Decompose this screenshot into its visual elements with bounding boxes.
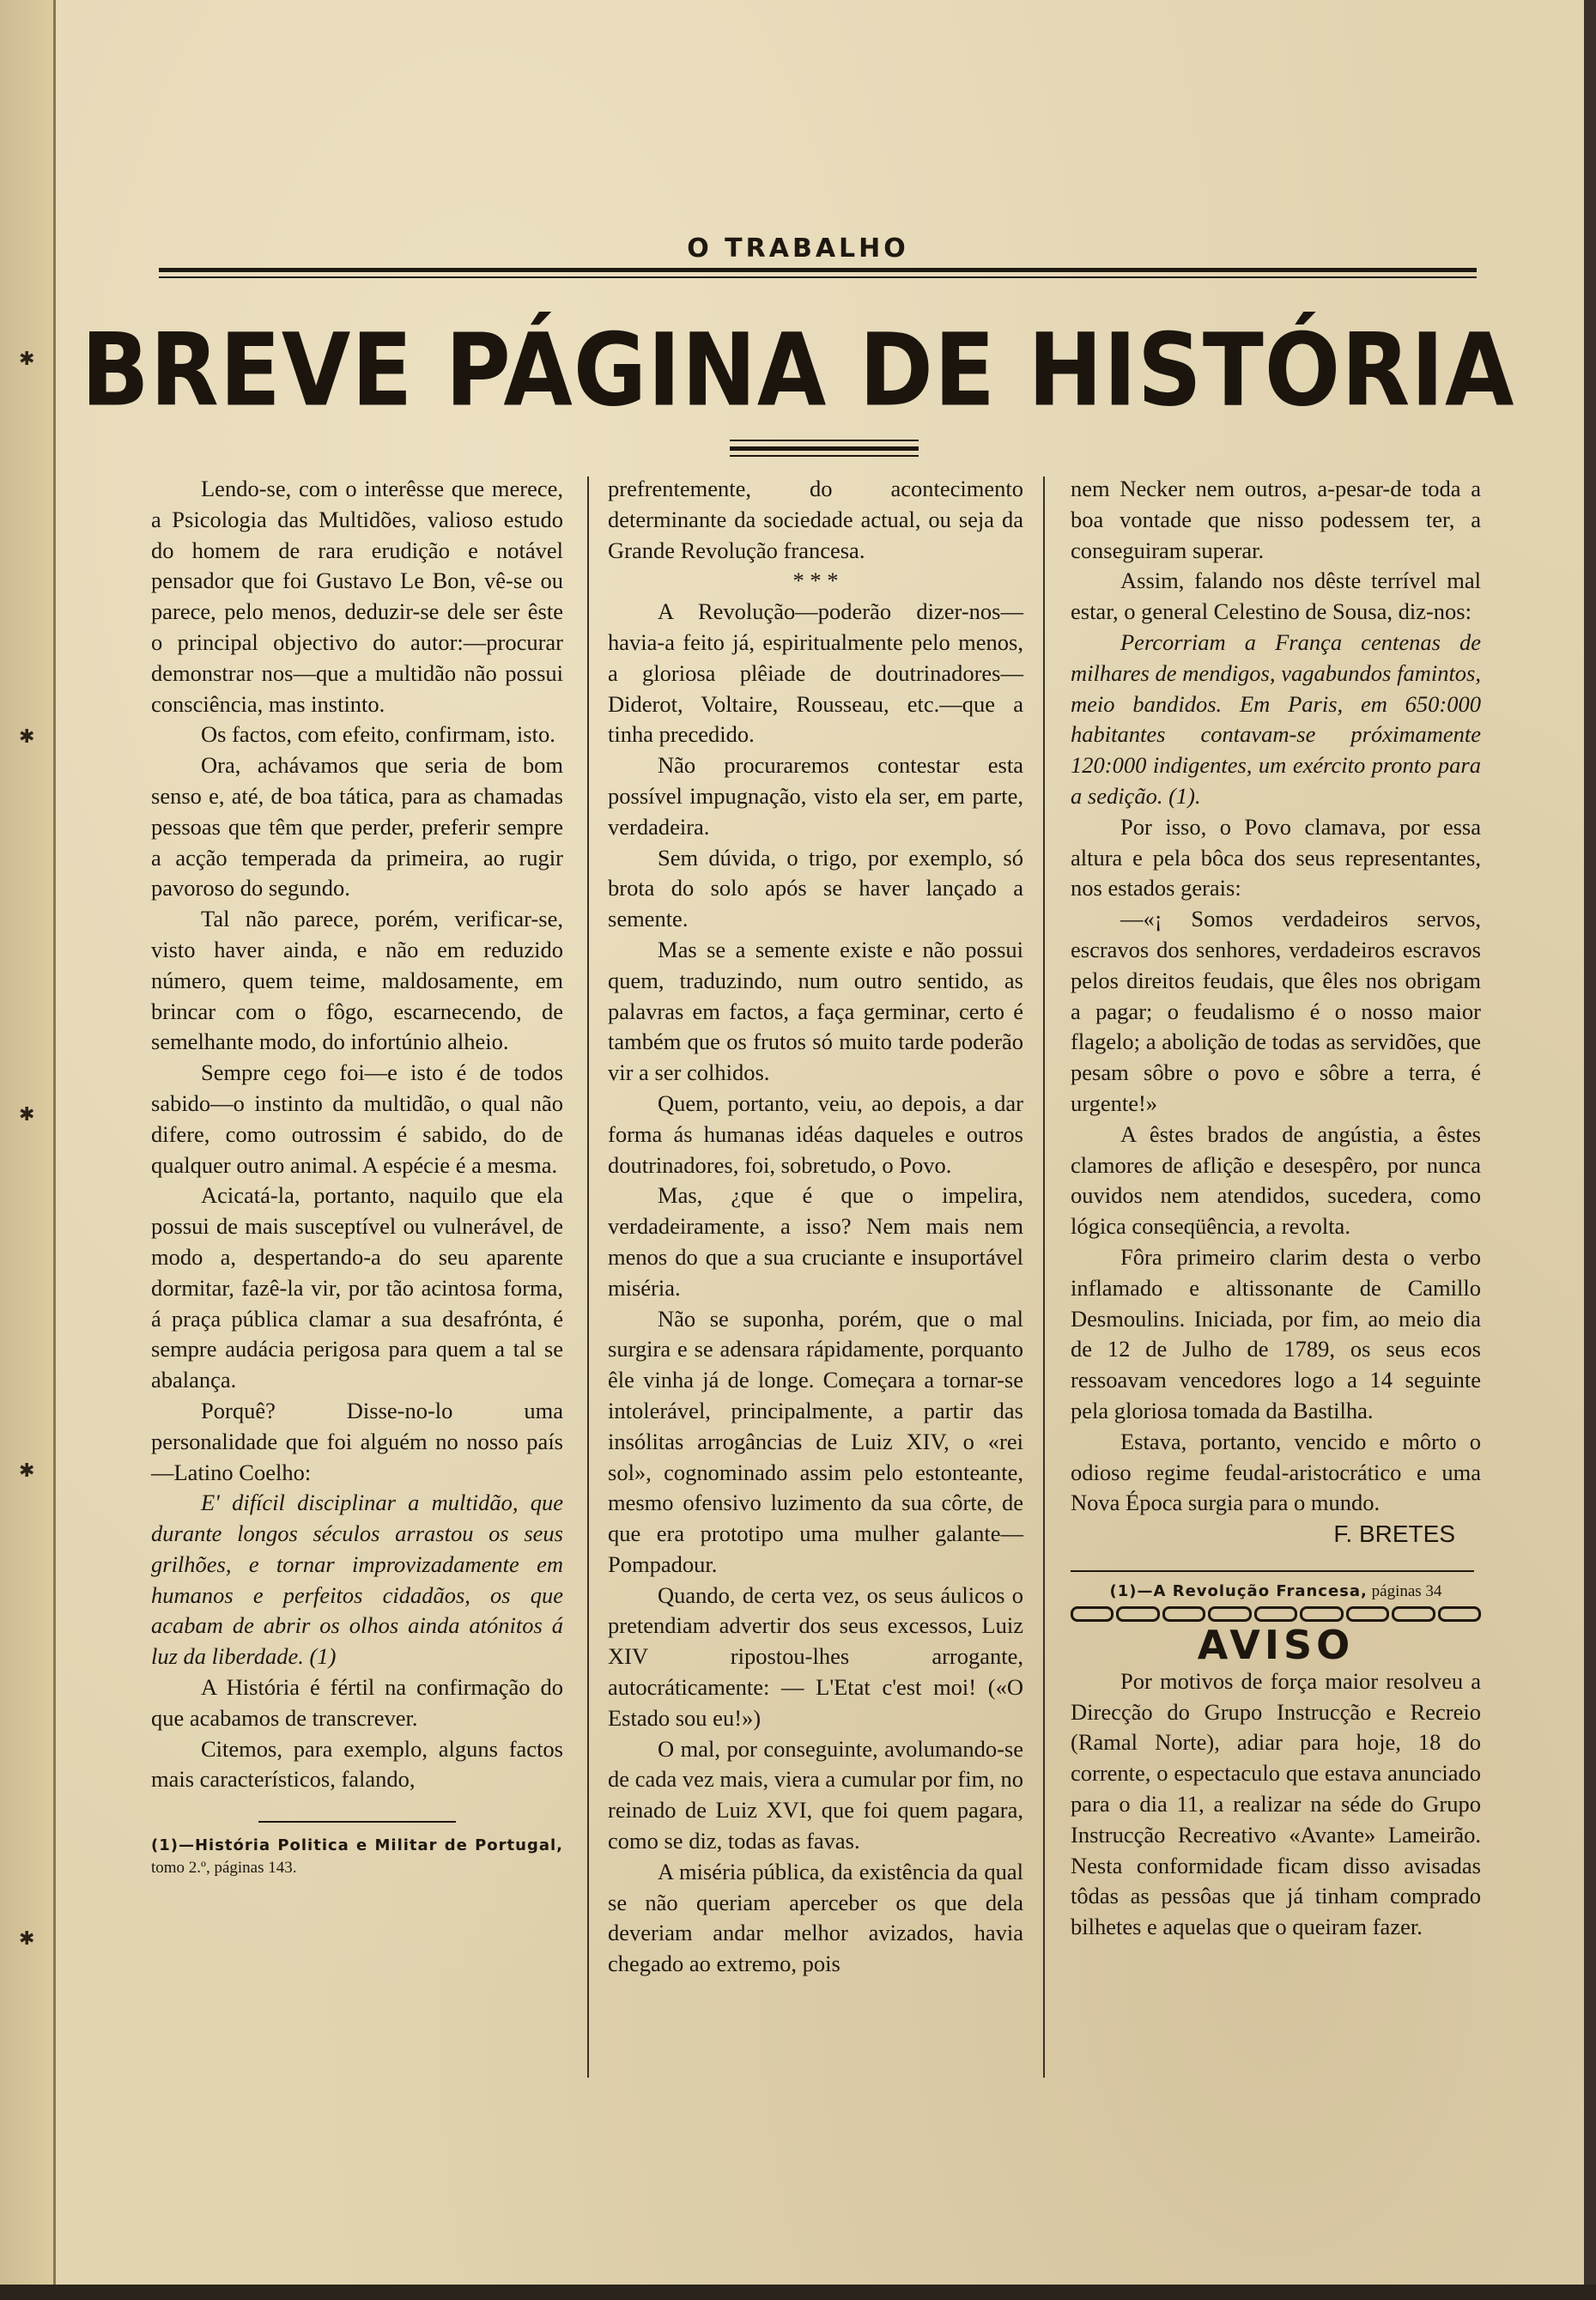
- binding-mark: ✱: [19, 725, 35, 747]
- paragraph: Sempre cego foi—e isto é de todos sabido—o instinto da multidão, o qual não difere, como outrossim é sabido, do de qualquer outro animal. A espécie é a mesma.: [151, 1059, 563, 1178]
- column-divider: [587, 476, 589, 2078]
- paragraph: Por isso, o Povo clamava, por essa altura e pela bôca dos seus representantes, nos estados gerais:: [1071, 813, 1481, 901]
- quote-paragraph: E' difícil disciplinar a multidão, que durante longos séculos arrastou os seus grilhões, e tornar improvizadamente em humanos e perfeitos cidadãos, os que acabam de abrir os olhos ainda atónitos á luz da liberdade. (1): [151, 1490, 563, 1670]
- paragraph: Mas, ¿que é que o impelira, verdadeiramente, a isso? Nem mais nem menos do que a sua cruciante e insuportável miséria.: [608, 1182, 1023, 1301]
- footnote: [151, 1835, 563, 1879]
- paragraph: A êstes brados de angústia, a êstes clamores de aflição e desespêro, por nunca ouvidos nem atendidos, sucedera, como lógica conseqüência, a revolta.: [1071, 1120, 1481, 1240]
- paragraph: Assim, falando nos dêste terrível mal estar, o general Celestino de Sousa, diz-nos:: [1071, 567, 1481, 625]
- footnote-text: páginas 34: [1371, 1581, 1442, 1600]
- paragraph: Tal não parece, porém, verificar-se, visto haver ainda, e não em reduzido número, quem teime, maldosamente, em brincar com o fôgo, escarnecendo, de semelhante modo, do infortúnio alheio.: [151, 906, 563, 1055]
- binding-mark: ✱: [19, 348, 35, 369]
- paragraph: Estava, portanto, vencido e môrto o odioso regime feudal-aristocrático e uma Nova Época surgia para o mundo.: [1071, 1428, 1481, 1516]
- newspaper-name: O TRABALHO: [687, 234, 909, 264]
- paragraph: prefrentemente, do acontecimento determinante da sociedade actual, ou seja da Grande Revolução francesa.: [608, 476, 1023, 563]
- paragraph: Não procuraremos contestar esta possível impugnação, visto ela ser, em parte, verdadeira.: [608, 752, 1023, 840]
- header-rule-thick: [159, 268, 1477, 272]
- paragraph: Quando, de certa vez, os seus áulicos o pretendiam advertir dos seus excessos, Luiz XIV ripostou-lhes arrogante, autocráticamente: — L'Etat c'est moi! («O Estado sou eu!»): [608, 1581, 1023, 1731]
- paragraph: Ora, achávamos que seria de bom senso e, até, de boa tática, para as chamadas pessoas que têm que perder, preferir sempre a acção temperada da primeira, ao rugir pavoroso do segundo.: [151, 752, 563, 901]
- footnote-rule: [258, 1821, 456, 1823]
- header-rule-thin: [159, 276, 1477, 278]
- author-signature: F. BRETES: [1333, 1520, 1455, 1548]
- paragraph: A História é fértil na confirmação do que acabamos de transcrever.: [151, 1674, 563, 1731]
- paragraph: nem Necker nem outros, a-pesar-de toda a boa vontade que nisso podessem ter, a conseguiram superar.: [1071, 476, 1481, 563]
- paragraph: O mal, por conseguinte, avolumando-se de cada vez mais, viera a cumular por fim, no reinado de Luiz XVI, que foi quem pagara, como se diz, todas as favas.: [608, 1735, 1023, 1854]
- binding-mark: ✱: [19, 1459, 35, 1481]
- paragraph: Não se suponha, porém, que o mal surgira e se adensara rápidamente, porquanto êle vinha já de longe. Começara a tornar-se intolerável, principalmente, a partir das insólitas arrogâncias de Luiz XIV, o «rei sol», cognominado assim pelo estonteante, mesmo ofensivo luzimento da sua côrte, de que era prototipo uma mulher galante—Pompadour.: [608, 1305, 1023, 1577]
- notice-text: Por motivos de força maior resolveu a Direcção do Grupo Instrucção e Recreio (Ramal Norte), adiar para hoje, 18 do corrente, o espectaculo que estava anunciado para o dia 11, a realizar na séde do Grupo Instrucção Recreativo «Avante» Lameirão. Nesta conformidade ficam disso avisadas tôdas as pessôas que já tinham comprado bilhetes e aquelas que o queiram fazer.: [1071, 1667, 1481, 1940]
- footnote: [1071, 1581, 1481, 1603]
- paragraph: A Revolução—poderão dizer-nos—havia-a feito já, espiritualmente pelo menos, a gloriosa plêiade de doutrinadores—Diderot, Voltaire, Rousseau, etc.—que a tinha precedido.: [608, 598, 1023, 748]
- page-bottom-edge: [0, 2285, 1596, 2300]
- title-rule: [730, 440, 919, 441]
- section-asterism: * * *: [792, 567, 839, 594]
- notice-title: AVISO: [1197, 1621, 1355, 1668]
- title-rule: [730, 455, 919, 457]
- article-column-2: [608, 474, 1023, 1980]
- article-column-1: [151, 474, 563, 1879]
- paragraph: Fôra primeiro clarim desta o verbo inflamado e altissonante de Camillo Desmoulins. Iniciada, por fim, ao meio dia de 12 de Julho de 1789, os seus ecos ressoavam vencedores logo a 14 seguinte pela gloriosa tomada da Bastilha.: [1071, 1243, 1481, 1423]
- footnote-label: (1)—História Politica e Militar de Portugal,: [151, 1836, 563, 1855]
- decorative-chain-border: [1071, 1606, 1481, 1622]
- paragraph: —«¡ Somos verdadeiros servos, escravos dos senhores, verdadeiros escravos pelos direitos feudais, que êles nos obrigam a pagar; o feudalismo é o nosso maior flagelo; a abolição de todas as servidões, que pesam sôbre o povo e sôbre a terra, é urgente!»: [1071, 906, 1481, 1116]
- paragraph: Porquê? Disse-no-lo uma personalidade que foi alguém no nosso país—Latino Coelho:: [151, 1397, 563, 1485]
- footnote-rule: [1071, 1570, 1474, 1572]
- footnote-text: tomo 2.º, páginas 143.: [151, 1859, 297, 1878]
- paragraph: Os factos, com efeito, confirmam, isto.: [201, 721, 555, 748]
- title-rule: [730, 446, 919, 451]
- binding-mark: ✱: [19, 1927, 35, 1949]
- article-title: BREVE PÁGINA DE HISTÓRIA: [81, 311, 1515, 429]
- paragraph: A miséria pública, da existência da qual se não queriam aperceber os que dela deveriam andar melhor avizados, havia chegado ao extremo, pois: [608, 1858, 1023, 1977]
- footnote-label: (1)—A Revolução Francesa,: [1109, 1581, 1368, 1600]
- quote-paragraph: Percorriam a França centenas de milhares de mendigos, vagabundos famintos, meio bandidos. Em Paris, em 650:000 habitantes contavam-se próximamente 120:000 indigentes, um exército pronto para a sedição. (1).: [1071, 628, 1481, 809]
- paragraph: Acicatá-la, portanto, naquilo que ela possui de mais susceptível ou vulnerável, de modo a, despertando-a do seu aparente dormitar, fazê-la vir, por tão acintosa forma, á praça pública clamar a sua desafrónta, é sempre audácia perigosa para quem a tal se abalança.: [151, 1182, 563, 1393]
- binding-mark: ✱: [19, 1103, 35, 1125]
- paragraph: Quem, portanto, veiu, ao depois, a dar forma ás humanas idéas daqueles e outros doutrinadores, foi, sobretudo, o Povo.: [608, 1089, 1023, 1178]
- paragraph: Mas se a semente existe e não possui quem, traduzindo, num outro sentido, as palavras em factos, a faça germinar, certo é também que os frutos só muito tarde poderão vir a ser colhidos.: [608, 936, 1023, 1086]
- column-divider: [1043, 476, 1045, 2078]
- paragraph: Lendo-se, com o interêsse que merece, a Psicologia das Multidões, valioso estudo do homem de rara erudição e notável pensador que foi Gustavo Le Bon, vê-se ou parece, pelo menos, deduzir-se dele ser êste o principal objectivo do autor:—procurar demonstrar nos—que a multidão não possui consciência, mas instinto.: [151, 476, 563, 717]
- article-column-3: [1071, 474, 1481, 1943]
- paragraph: Citemos, para exemplo, alguns factos mais característicos, falando,: [151, 1735, 563, 1793]
- paragraph: Sem dúvida, o trigo, por exemplo, só brota do solo após se haver lançado a semente.: [608, 844, 1023, 932]
